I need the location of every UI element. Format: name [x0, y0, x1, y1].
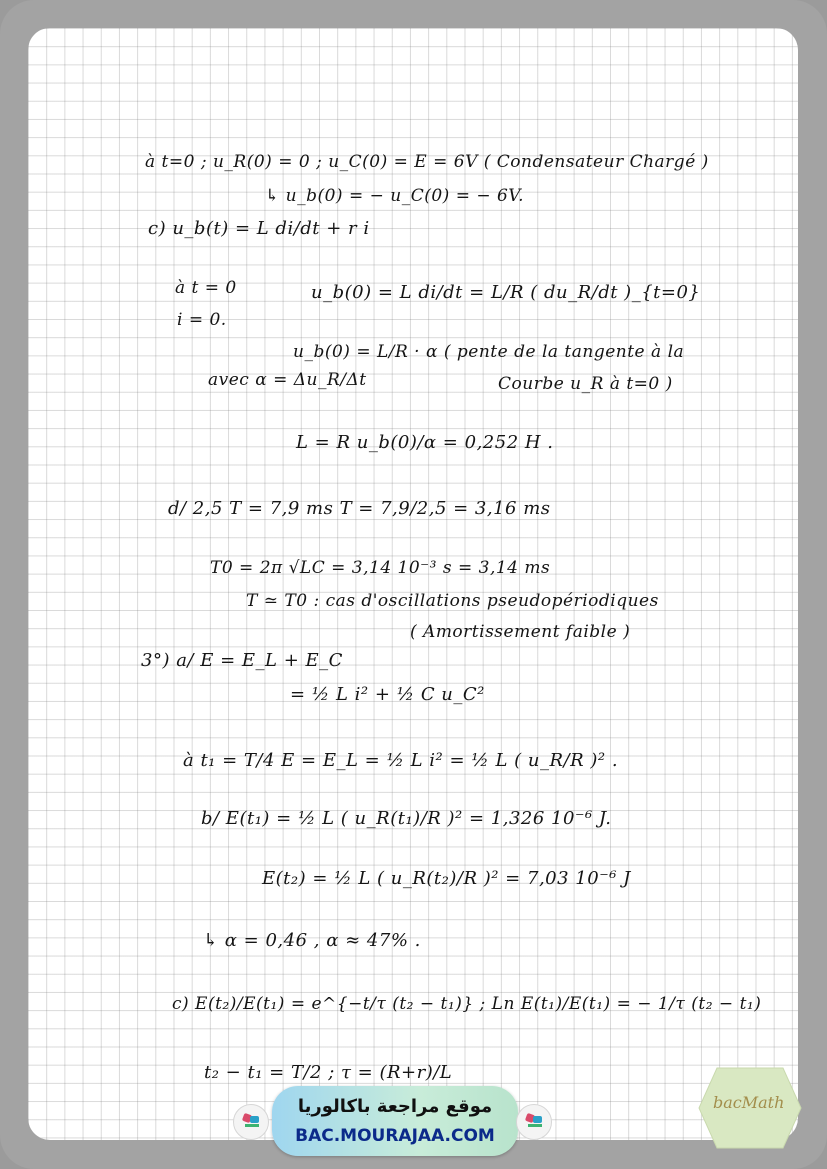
- handwritten-line: avec α = Δu_R/Δt: [208, 370, 367, 390]
- bacmath-logo-text: bacMath: [713, 1093, 785, 1112]
- handwritten-line: L = R u_b(0)/α = 0,252 H .: [296, 432, 554, 453]
- handwritten-line: d/ 2,5 T = 7,9 ms T = 7,9/2,5 = 3,16 ms: [168, 498, 551, 519]
- handwritten-line: ↳ u_b(0) = − u_C(0) = − 6V.: [265, 186, 525, 206]
- handwritten-line: u_b(0) = L/R · α ( pente de la tangente à la: [293, 342, 685, 362]
- handwritten-line: c) u_b(t) = L di/dt + r i: [148, 218, 370, 239]
- graph-paper-sheet: [28, 28, 798, 1140]
- handwritten-line: 3°) a/ E = E_L + E_C: [141, 650, 343, 671]
- banner-arabic-title: موقع مراجعة باكالوريا: [297, 1096, 493, 1117]
- handwritten-line: u_b(0) = L di/dt = L/R ( du_R/dt )_{t=0}: [311, 282, 701, 303]
- handwritten-line: E(t₂) = ½ L ( u_R(t₂)/R )² = 7,03 10⁻⁶ J: [262, 868, 631, 889]
- handwritten-line: = ½ L i² + ½ C u_C²: [290, 684, 485, 705]
- handwritten-line: Courbe u_R à t=0 ): [498, 374, 673, 394]
- handwritten-line: i = 0.: [177, 310, 227, 330]
- handwritten-line: à t=0 ; u_R(0) = 0 ; u_C(0) = E = 6V ( Condensateur Chargé ): [145, 152, 709, 172]
- handwritten-line: ( Amortissement faible ): [410, 622, 631, 642]
- handwritten-line: T ≃ T0 : cas d'oscillations pseudopériodiques: [246, 591, 659, 611]
- handwritten-line: T0 = 2π √LC = 3,14 10⁻³ s = 3,14 ms: [210, 558, 551, 578]
- handwritten-line: à t₁ = T/4 E = E_L = ½ L i² = ½ L ( u_R/R )² .: [183, 750, 619, 771]
- handwritten-line: t₂ − t₁ = T/2 ; τ = (R+r)/L: [204, 1062, 453, 1083]
- banner-url-link[interactable]: BAC.MOURAJAA.COM: [295, 1126, 495, 1146]
- handwritten-line: ↳ α = 0,46 , α ≈ 47% .: [203, 930, 421, 951]
- handwritten-line: c) E(t₂)/E(t₁) = e^{−t/τ (t₂ − t₁)} ; Ln E(t₁)/E(t₁) = − 1/τ (t₂ − t₁): [172, 994, 762, 1014]
- handwritten-line: b/ E(t₁) = ½ L ( u_R(t₁)/R )² = 1,326 10⁻⁶ J.: [201, 808, 612, 829]
- site-banner[interactable]: [272, 1086, 518, 1156]
- site-logo-icon: [516, 1104, 552, 1140]
- site-logo-icon: [233, 1104, 269, 1140]
- handwritten-line: à t = 0: [175, 278, 237, 298]
